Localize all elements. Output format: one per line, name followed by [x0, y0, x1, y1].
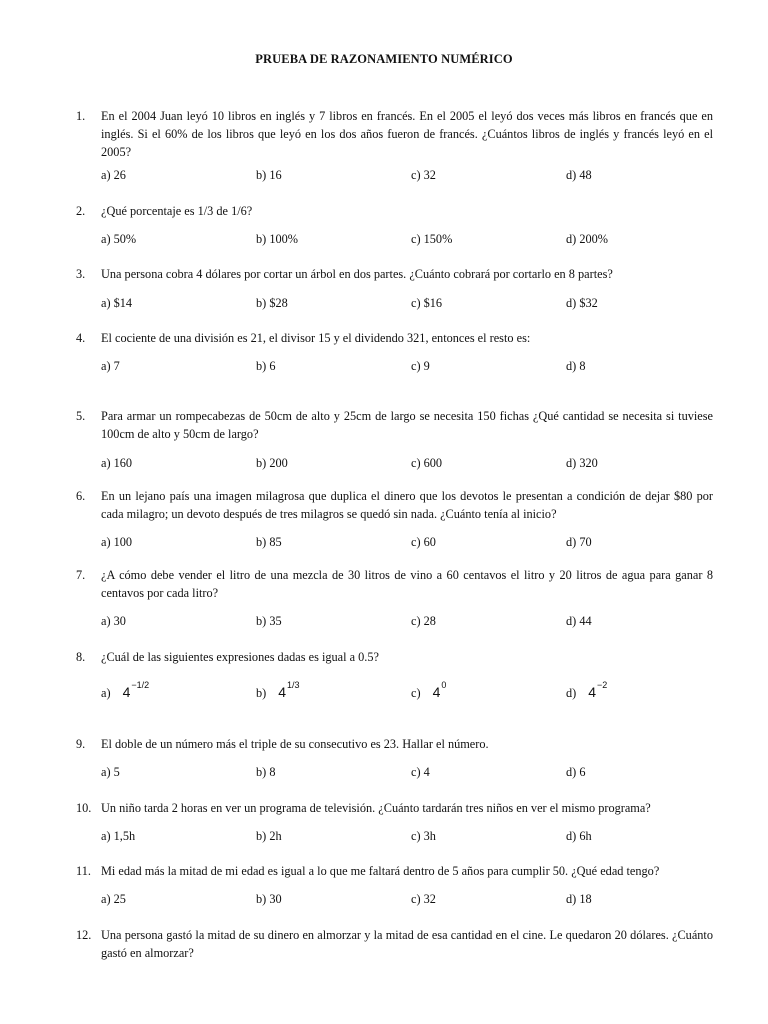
option-d: d) 320	[566, 456, 598, 470]
power-exponent: −2	[597, 680, 608, 690]
question-number: 9.	[76, 737, 86, 751]
option-b: b) 8	[256, 765, 276, 779]
option-d: d) $32	[566, 296, 598, 310]
option-d: d) 48	[566, 168, 592, 182]
option-d: d) 18	[566, 892, 592, 906]
options-11	[0, 890, 768, 910]
option-b: b) 6	[256, 359, 276, 373]
option-c: c) 150%	[411, 232, 453, 246]
option-a: a) 26	[101, 168, 126, 182]
options-5	[0, 454, 768, 474]
option-d: d) 6	[566, 765, 586, 779]
option-label: c)	[411, 686, 421, 700]
question-number: 10.	[76, 801, 92, 815]
question-number: 6.	[76, 489, 86, 503]
power-base: 4	[122, 684, 131, 700]
option-a: a) 30	[101, 614, 126, 628]
options-1	[0, 166, 768, 186]
option-b: b) 100%	[256, 232, 299, 246]
options-7	[0, 612, 768, 632]
question-text: Mi edad más la mitad de mi edad es igual a lo que me faltará dentro de 5 años para cumplir 50. ¿Qué edad tengo?	[101, 864, 660, 878]
question-number: 8.	[76, 650, 86, 664]
power-exponent: 0	[441, 680, 447, 690]
option-c: c) 9	[411, 359, 430, 373]
option-a: a) $14	[101, 296, 133, 310]
question-text: El cociente de una división es 21, el divisor 15 y el dividendo 321, entonces el resto es:	[101, 331, 531, 345]
question-text: Una persona cobra 4 dólares por cortar un árbol en dos partes. ¿Cuánto cobrará por cortarlo en 8 partes?	[101, 267, 613, 281]
option-b: b) 16	[256, 168, 282, 182]
question-number: 2.	[76, 204, 86, 218]
option-d: d) 6h	[566, 829, 592, 843]
power-base: 4	[278, 684, 287, 700]
options-6	[0, 533, 768, 553]
option-c: c) 32	[411, 892, 436, 906]
options-10	[0, 827, 768, 847]
question-number: 3.	[76, 267, 86, 281]
option-c: c) 60	[411, 535, 436, 549]
option-a: a) 5	[101, 765, 120, 779]
option-a: a) 7	[101, 359, 120, 373]
power-base: 4	[432, 684, 441, 700]
question-text: El doble de un número más el triple de su consecutivo es 23. Hallar el número.	[101, 737, 489, 751]
option-label: d)	[566, 686, 577, 700]
option-d: d) 70	[566, 535, 592, 549]
option-b: b) 200	[256, 456, 288, 470]
question-text: Para armar un rompecabezas de 50cm de alto y 25cm de largo se necesita 150 fichas ¿Qué cantidad se necesita si tuviese 100cm de alto y 50cm de largo?	[101, 409, 713, 441]
power-exponent: −1/2	[131, 680, 150, 690]
question-text: Una persona gastó la mitad de su dinero en almorzar y la mitad de esa cantidad en el cine. Le quedaron 20 dólares. ¿Cuánto gastó en almorzar?	[101, 928, 713, 960]
power-base: 4	[588, 684, 597, 700]
power-exponent: 1/3	[287, 680, 300, 690]
option-b: b) 85	[256, 535, 282, 549]
question-text: Un niño tarda 2 horas en ver un programa de televisión. ¿Cuánto tardarán tres niños en ver el mismo programa?	[101, 801, 651, 815]
question-text: En un lejano país una imagen milagrosa que duplica el dinero que los devotos le presentan a condición de dejar $80 por cada milagro; un devoto después de tres milagros se quedó sin nada. ¿Cuánto tenía al inicio?	[101, 489, 713, 521]
option-d: d) 44	[566, 614, 592, 628]
option-b: b) 35	[256, 614, 282, 628]
option-c: c) $16	[411, 296, 443, 310]
option-d: d) 8	[566, 359, 586, 373]
question-number: 5.	[76, 409, 86, 423]
document-title: PRUEBA DE RAZONAMIENTO NUMÉRICO	[255, 52, 513, 66]
option-label: a)	[101, 686, 111, 700]
option-d	[566, 680, 608, 703]
option-c: c) 4	[411, 765, 430, 779]
option-a: a) 25	[101, 892, 126, 906]
option-b: b) $28	[256, 296, 288, 310]
option-c: c) 32	[411, 168, 436, 182]
option-d: d) 200%	[566, 232, 609, 246]
option-c: c) 28	[411, 614, 436, 628]
option-b	[256, 680, 300, 703]
option-c	[411, 680, 447, 703]
option-a: a) 1,5h	[101, 829, 136, 843]
option-b: b) 30	[256, 892, 282, 906]
option-b: b) 2h	[256, 829, 282, 843]
option-a: a) 160	[101, 456, 133, 470]
question-number: 7.	[76, 568, 86, 582]
options-3	[0, 294, 768, 314]
question-number: 11.	[76, 864, 91, 878]
option-a	[101, 680, 150, 703]
question-number: 4.	[76, 331, 86, 345]
options-4	[0, 357, 768, 377]
options-9	[0, 763, 768, 783]
option-c: c) 3h	[411, 829, 436, 843]
options-2	[0, 230, 768, 250]
option-c: c) 600	[411, 456, 443, 470]
question-text: ¿Cuál de las siguientes expresiones dadas es igual a 0.5?	[101, 650, 379, 664]
question-text: En el 2004 Juan leyó 10 libros en inglés y 7 libros en francés. En el 2005 el leyó dos veces más libros en francés que en inglés. Si el 60% de los libros que leyó en los dos años fueron de francés. ¿Cuántos libros de inglés y francés leyó en el 2005?	[101, 109, 713, 159]
options-8	[0, 680, 768, 707]
option-label: b)	[256, 686, 267, 700]
question-number: 1.	[76, 109, 86, 123]
option-a: a) 50%	[101, 232, 137, 246]
question-text: ¿Qué porcentaje es 1/3 de 1/6?	[101, 204, 253, 218]
option-a: a) 100	[101, 535, 133, 549]
question-text: ¿A cómo debe vender el litro de una mezcla de 30 litros de vino a 60 centavos el litro y 20 litros de agua para ganar 8 centavos por cada litro?	[101, 568, 713, 600]
question-number: 12.	[76, 928, 92, 942]
